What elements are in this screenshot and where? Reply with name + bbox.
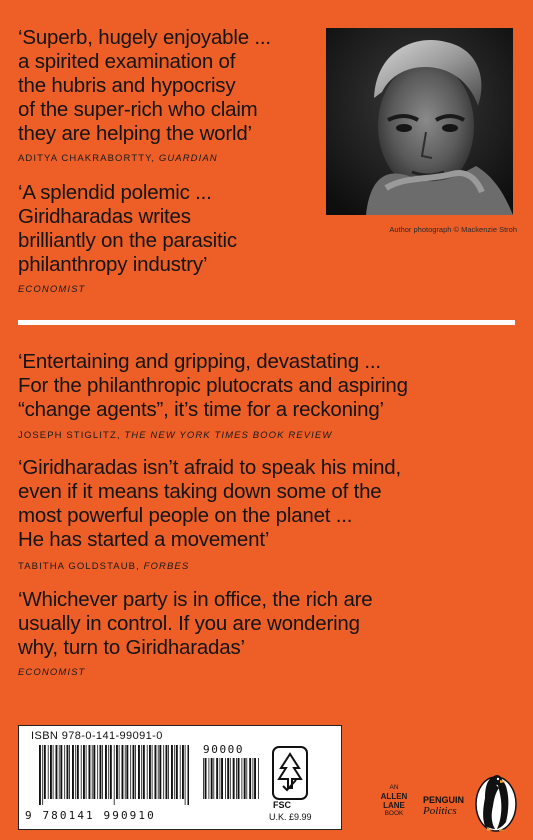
fsc-label: FSC [273,800,291,810]
publisher-series: Politics [423,805,457,817]
quote-4-author: TABITHA GOLDSTAUB, [18,561,144,572]
quote-4-attribution [18,561,189,572]
barcode-bar [130,745,131,799]
isbn-label: ISBN 978-0-141-99091-0 [31,730,163,742]
quote-5-text: ‘Whichever party is in office, the rich are usually in control. If you are wondering why, turn to Giridharadas’ [18,588,373,659]
barcode-bar [72,745,74,799]
barcode-bar [86,745,87,799]
imprint-book: BOOK [384,810,404,817]
barcode-bar [141,745,142,799]
ean-digits: 9 780141 990910 [25,809,156,822]
barcode-bar [168,745,169,799]
allen-lane-imprint [376,784,412,818]
barcode-bar [59,745,60,799]
barcode-bar [92,745,93,799]
quote-2-text: ‘A splendid polemic ... Giridharadas writes brilliantly on the parasitic philanthropy industry’ [18,181,237,276]
barcode-panel [18,725,342,830]
barcode-bar [108,745,109,799]
barcode-bar [122,745,124,799]
barcode-bar [119,745,120,799]
quote-3-attribution [18,430,332,441]
imprint-allen: ALLEN [380,792,408,801]
barcode-bar [249,758,251,799]
barcode-bar [242,758,243,799]
quote-1-text: ‘Superb, hugely enjoyable ... a spirited examination of the hubris and hypocrisy of the super-rich who claim they are helping the world’ [18,26,271,145]
barcode-bar [209,758,210,799]
barcode-bar [203,758,204,799]
quote-2-attribution [18,284,85,295]
barcode-bar [159,745,161,799]
barcode-bar [93,745,95,799]
barcode-bar [50,745,52,799]
barcode-bar [149,745,151,799]
barcode-bar [135,745,136,799]
quote-1-attribution [18,153,218,164]
barcode-bar [158,745,159,799]
addon-barcode [203,758,261,805]
barcode-bar [185,745,186,805]
barcode-bar [227,758,229,799]
barcode-bar [180,745,181,799]
penguin-logo-icon [473,768,519,832]
barcode-bar [143,745,145,799]
barcode-bar [39,745,41,805]
barcode-bar [220,758,221,799]
barcode-bar [126,745,128,799]
barcode-bar [42,745,43,805]
barcode-bar [176,745,178,799]
quote-3-source: THE NEW YORK TIMES BOOK REVIEW [124,430,333,441]
barcode-bar [114,745,115,805]
quote-1-source: GUARDIAN [158,153,218,164]
fsc-tree-icon [272,746,308,802]
barcode-bar [89,745,91,799]
barcode-bar [69,745,70,799]
quote-3-author: JOSEPH STIGLITZ, [18,430,125,441]
barcode-bar [64,745,65,799]
barcode-bar [205,758,207,799]
barcode-bar [253,758,254,799]
imprint-lane: LANE [383,801,405,810]
publisher-brand [423,795,464,817]
barcode-bar [246,758,247,799]
publisher-name: PENGUIN [423,795,465,805]
barcode-bar [155,745,157,799]
barcode-bar [67,745,69,799]
barcode-bar [56,745,58,799]
quote-4-text: ‘Giridharadas isn’t afraid to speak his mind, even if it means taking down some of the most powerful people on the planet ... He has started a movement’ [18,456,401,551]
barcode-bar [174,745,175,799]
divider-bar [18,320,515,325]
barcode-bar [83,745,85,799]
barcode-addon-digits: 90000 [203,743,245,756]
barcode-bar [60,745,62,799]
barcode-bar [116,745,118,799]
quote-3-text: ‘Entertaining and gripping, devastating ... For the philanthropic plutocrats and aspiring “change agents”, it’s time for a reckoning’ [18,350,408,421]
quote-4-source: FORBES [143,561,190,572]
barcode-bar [211,758,213,799]
price-label: U.K. £9.99 [269,812,312,822]
barcode-bar [230,758,231,799]
barcode-bar [188,745,190,805]
barcode-bar [171,745,173,799]
barcode-bar [147,745,148,799]
barcode-bar [75,745,76,799]
barcode-bar [258,758,259,799]
quote-5-attribution [18,667,85,678]
author-portrait-image [326,28,513,215]
ean-barcode [39,745,189,805]
quote-1-author: ADITYA CHAKRABORTTY, [18,153,159,164]
barcode-bar [133,745,135,799]
barcode-bar [110,745,112,799]
barcode-bar [233,758,235,799]
barcode-bar [244,758,246,799]
barcode-bar [138,745,140,799]
author-photo [326,28,513,215]
barcode-bar [254,758,256,799]
imprint-an: AN [389,784,399,791]
barcode-bar [102,745,103,799]
barcode-bar [225,758,226,799]
quote-2-source: ECONOMIST [18,284,86,295]
barcode-bar [48,745,49,799]
barcode-bar [166,745,168,799]
barcode-bar [182,745,184,799]
barcode-bar [125,745,126,799]
barcode-bar [53,745,54,799]
barcode-bar [97,745,98,799]
barcode-bar [77,745,79,799]
quote-5-source: ECONOMIST [18,667,86,678]
barcode-bar [100,745,102,799]
barcode-bar [236,758,237,799]
barcode-bar [105,745,107,799]
barcode-bar [81,745,82,799]
photo-credit: Author photograph © Mackenzie Stroh [389,225,517,234]
barcode-bar [238,758,240,799]
barcode-bar [163,745,164,799]
barcode-bar [216,758,218,799]
barcode-bar [213,758,214,799]
barcode-bar [44,745,46,799]
barcode-bar [152,745,153,799]
barcode-bar [221,758,223,799]
